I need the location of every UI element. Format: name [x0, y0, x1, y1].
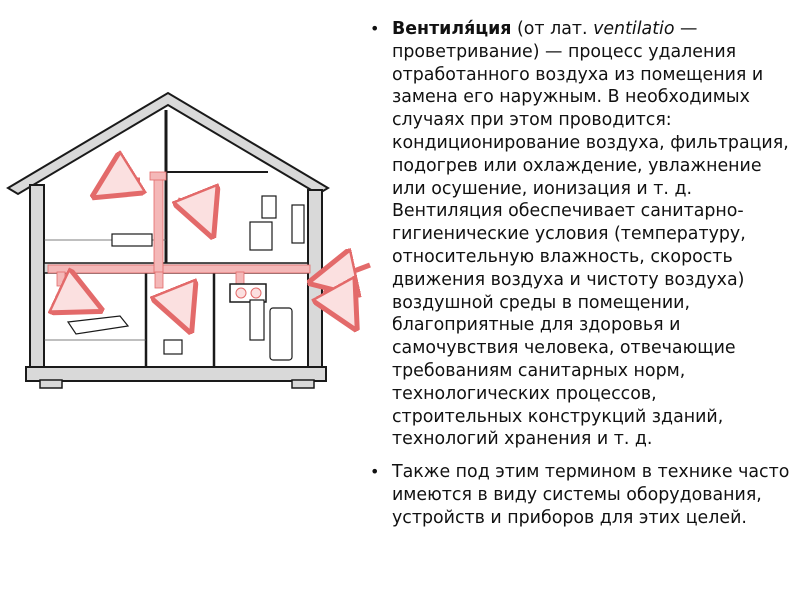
- definition-intro: (от лат.: [511, 19, 594, 39]
- latin-term: ventilatio: [593, 19, 675, 39]
- duct-elbow-top: [150, 172, 166, 180]
- window: [292, 205, 304, 243]
- fan-icon: [251, 288, 261, 298]
- foundation: [26, 367, 326, 381]
- foundation-footing-right: [292, 380, 314, 388]
- bathtub: [112, 234, 152, 246]
- systems-text: Также под этим термином в технике часто имеются в виду системы оборудования, устройств и приборов для этих целей.: [392, 462, 790, 528]
- water-heater: [270, 308, 292, 360]
- furniture: [68, 196, 304, 360]
- utility-unit: [250, 300, 264, 340]
- bullet-marker: •: [370, 19, 380, 38]
- bed: [68, 316, 128, 334]
- vertical-duct: [154, 176, 163, 273]
- air-arrow-icon: [178, 200, 208, 225]
- bullet-item-systems: [370, 461, 790, 529]
- right-wall: [308, 190, 322, 380]
- toilet: [164, 340, 182, 354]
- washing-machine: [250, 222, 272, 250]
- boiler-tank: [262, 196, 276, 218]
- air-arrow-icon: [104, 180, 140, 190]
- duct-drop-center: [155, 272, 163, 288]
- air-arrow-icon: [324, 290, 350, 318]
- foundation-footing-left: [40, 380, 62, 388]
- air-arrow-icon: [58, 300, 90, 305]
- definition-body: — проветривание) — процесс удаления отработанного воздуха из помещения и замена его наружным. В необходимых случаях при этом проводится: кондиционирование воздуха, фильтрация, подогрев или охлаждение, увлажнение или осушение, ионизация и т. д. Вентиляция обеспечивает санитарно-гигиенические условия (температуру, относительную влажность, скорость движения воздуха и чистоту воздуха) воздушной среды в помещении, благоприятные для здоровья и самочувствия человека, отвечающие требованиям санитарных норм, технологических процессов, строительных конструкций зданий, технологий хранения и т. д.: [392, 19, 789, 450]
- horizontal-duct: [48, 265, 310, 273]
- duct-drop-left: [57, 272, 65, 286]
- term-ventilation: Вентиля́ция: [392, 19, 512, 39]
- slide-text-panel: [370, 18, 790, 540]
- air-arrow-icon: [322, 265, 370, 280]
- roof: [8, 93, 328, 194]
- fan-icon: [236, 288, 246, 298]
- bullet-marker: •: [370, 462, 380, 482]
- left-wall: [30, 185, 44, 380]
- air-arrow-icon: [168, 300, 186, 320]
- bullet-item-definition: [370, 18, 790, 451]
